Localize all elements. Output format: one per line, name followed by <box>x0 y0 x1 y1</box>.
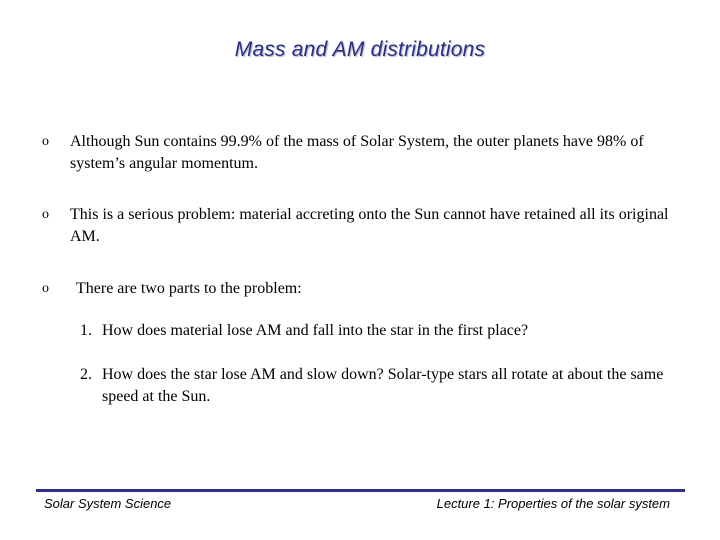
bullet-marker: o <box>42 134 49 149</box>
bullet-text: This is a serious problem: material accreting onto the Sun cannot have retained all its original AM. <box>70 206 669 245</box>
footer-course-name: Solar System Science <box>44 496 172 511</box>
footer-lecture-title: Lecture 1: Properties of the solar system <box>436 496 670 511</box>
item-text: How does the star lose AM and slow down? Solar-type stars all rotate at about the same speed at the Sun. <box>102 366 664 405</box>
bullet-marker: o <box>42 281 49 296</box>
slide-title: Mass and AM distributions <box>234 38 486 61</box>
bullet-marker: o <box>42 207 49 222</box>
item-number: 1. <box>80 322 92 339</box>
bullet-text: There are two parts to the problem: <box>76 280 302 297</box>
footer-divider <box>36 489 685 492</box>
bullet-text: Although Sun contains 99.9% of the mass of Solar System, the outer planets have 98% of system’s angular momentum. <box>70 133 644 172</box>
item-text: How does material lose AM and fall into the star in the first place? <box>102 322 529 339</box>
item-number: 2. <box>80 366 92 383</box>
